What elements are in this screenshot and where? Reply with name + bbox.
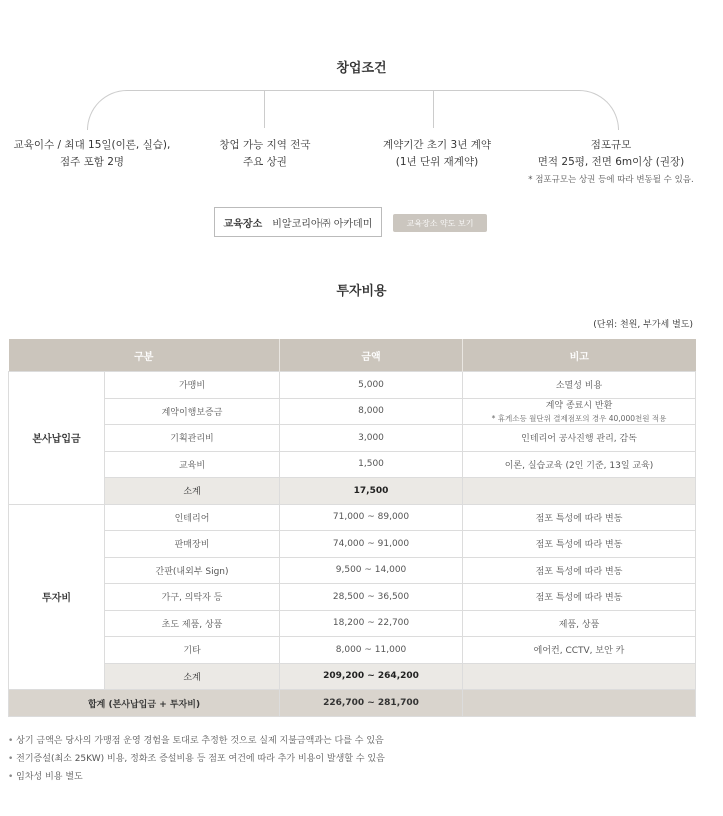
item-cell: 초도 제품, 상품 [105,610,280,637]
group-label: 본사납입금 [9,372,105,505]
amount-cell: 9,500 ~ 14,000 [280,557,463,584]
conditions-arc [87,90,619,130]
table-row [9,610,696,637]
location-map-button[interactable]: 교육장소 약도 보기 [393,214,487,232]
condition-line: 면적 25평, 전면 6m이상 (권장) [537,156,685,168]
total-amount: 226,700 ~ 281,700 [280,690,463,717]
subtotal-row [9,478,696,505]
item-cell: 교육비 [105,451,280,478]
group-label: 투자비 [9,504,105,690]
table-header-row [9,339,696,372]
table-row [9,398,696,425]
note-cell: 이론, 실습교육 (2인 기준, 13일 교육) [463,451,696,478]
note-cell: 점포 특성에 따라 변동 [463,557,696,584]
note-main: 계약 종료시 반환 [545,400,613,411]
condition-contract [357,137,517,171]
amount-cell: 1,500 [280,451,463,478]
footnotes [8,732,385,786]
item-cell: 판매장비 [105,531,280,558]
note-cell [463,398,696,425]
amount-cell: 71,000 ~ 89,000 [280,504,463,531]
condition-line: 점포규모 [590,139,632,151]
header-note: 비고 [463,339,696,372]
condition-store-size [521,137,701,187]
note-cell: 점포 특성에 따라 변동 [463,531,696,558]
note-cell: 소멸성 비용 [463,372,696,399]
condition-line: 교육이수 / 최대 15일(이론, 실습), [13,139,171,151]
item-cell: 가맹비 [105,372,280,399]
condition-line: (1년 단위 재계약) [395,156,479,168]
subtotal-row [9,663,696,690]
item-cell: 간판(내외부 Sign) [105,557,280,584]
condition-note: * 점포규모는 상권 등에 따라 변동될 수 있음. [528,175,694,185]
table-row [9,557,696,584]
amount-cell: 8,000 [280,398,463,425]
table-row [9,637,696,664]
investment-title: 투자비용 [336,284,387,299]
footnote-item: • 전기증설(최소 25KW) 비용, 정화조 증설비용 등 점포 여건에 따라 추가 비용이 발생할 수 있음 [8,750,385,768]
item-cell: 기타 [105,637,280,664]
item-cell: 계약이행보증금 [105,398,280,425]
amount-cell: 5,000 [280,372,463,399]
table-row [9,504,696,531]
header-category: 구분 [9,339,280,372]
table-row [9,451,696,478]
amount-cell: 74,000 ~ 91,000 [280,531,463,558]
table-row [9,584,696,611]
item-cell: 가구, 의탁자 등 [105,584,280,611]
subtotal-label: 소계 [105,663,280,690]
total-row [9,690,696,717]
table-row [9,372,696,399]
note-cell: 점포 특성에 따라 변동 [463,584,696,611]
header-amount: 금액 [280,339,463,372]
note-cell: 점포 특성에 따라 변동 [463,504,696,531]
note-cell: 인테리어 공사진행 관리, 감독 [463,425,696,452]
footnote-item: • 상기 금액은 당사의 가맹점 운영 경험을 토대로 추정한 것으로 실제 지불금액과는 다를 수 있음 [8,732,385,750]
condition-region [185,137,345,171]
condition-line: 창업 가능 지역 전국 [219,139,311,151]
amount-cell: 18,200 ~ 22,700 [280,610,463,637]
location-label: 교육장소 [223,218,263,230]
conditions-tick [433,90,434,128]
location-value: 비알코리아㈜ 아카데미 [272,218,373,230]
subtotal-note [463,663,696,690]
item-cell: 인테리어 [105,504,280,531]
investment-table [8,339,696,717]
amount-cell: 3,000 [280,425,463,452]
amount-cell: 8,000 ~ 11,000 [280,637,463,664]
subtotal-amount: 209,200 ~ 264,200 [280,663,463,690]
amount-cell: 28,500 ~ 36,500 [280,584,463,611]
table-row [9,425,696,452]
condition-line: 점주 포함 2명 [59,156,125,168]
table-row [9,531,696,558]
note-small: * 휴게소등 월단위 결제점포의 경우 40,000천원 적용 [491,413,667,423]
condition-education [4,137,180,171]
unit-label: (단위: 천원, 부가세 별도) [593,320,693,330]
subtotal-note [463,478,696,505]
education-location-box [214,207,382,237]
total-note [463,690,696,717]
footnote-item: • 임차성 비용 별도 [8,768,385,786]
subtotal-amount: 17,500 [280,478,463,505]
item-cell: 기획관리비 [105,425,280,452]
note-cell: 에어컨, CCTV, 보안 카 [463,637,696,664]
condition-line: 계약기간 초기 3년 계약 [383,139,491,151]
conditions-tick [264,90,265,128]
note-cell: 제품, 상품 [463,610,696,637]
condition-line: 주요 상권 [243,156,287,168]
conditions-title: 창업조건 [336,61,387,76]
subtotal-label: 소계 [105,478,280,505]
total-label: 합계 (본사납입금 + 투자비) [9,690,280,717]
